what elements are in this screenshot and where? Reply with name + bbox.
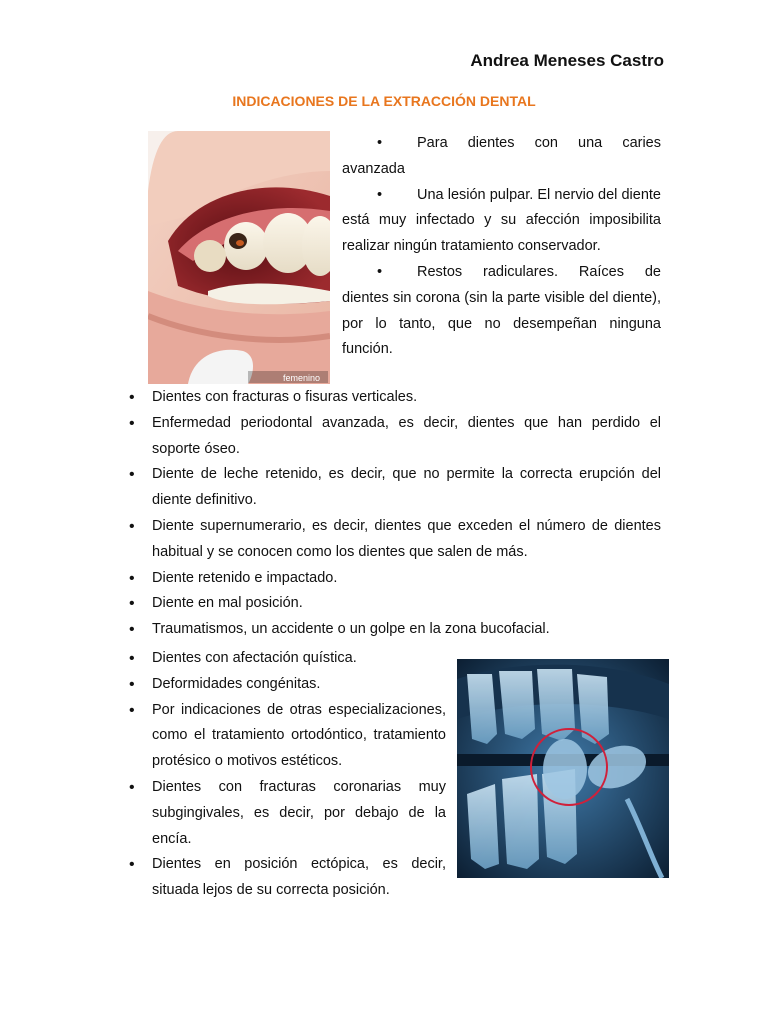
side-bullet-item: • Restos radiculares. Raíces de dientes sin corona (sin la parte visible del diente), por lo tanto, que no desempeñan ninguna función.	[342, 263, 661, 358]
list-item: • Diente retenido e impactado.	[126, 566, 661, 592]
side-bullet-item: • Para dientes con una caries avanzada	[342, 135, 661, 177]
bullet-list-wide	[126, 385, 661, 643]
dental-xray-image	[457, 659, 669, 878]
page-title: INDICACIONES DE LA EXTRACCIÓN DENTAL	[232, 93, 536, 109]
list-item: • Diente de leche retenido, es decir, que no permite la correcta erupción del diente definitivo.	[126, 462, 661, 514]
list-item: • Enfermedad periodontal avanzada, es decir, dientes que han perdido el soporte óseo.	[126, 411, 661, 463]
list-item: • Diente en mal posición.	[126, 591, 661, 617]
list-item: • Dientes con afectación quística.	[126, 646, 446, 672]
list-item: • Diente supernumerario, es decir, dientes que exceden el número de dientes habitual y se conocen como los dientes que salen de más.	[126, 514, 661, 566]
side-bullet-item: • Una lesión pulpar. El nervio del diente está muy infectado y su afección imposibilita realizar ningún tratamiento conservador.	[342, 186, 661, 255]
list-item: • Por indicaciones de otras especializaciones, como el tratamiento ortodóntico, tratamiento protésico o motivos estéticos.	[126, 698, 446, 775]
list-item: • Dientes con fracturas o fisuras verticales.	[126, 385, 661, 411]
photo-watermark: femenino	[283, 373, 321, 383]
author-name: Andrea Meneses Castro	[470, 51, 664, 70]
bullet-list-narrow	[126, 646, 446, 904]
list-item: • Traumatismos, un accidente o un golpe en la zona bucofacial.	[126, 617, 661, 643]
tooth-photo	[148, 131, 330, 384]
list-item: • Dientes en posición ectópica, es decir, situada lejos de su correcta posición.	[126, 852, 446, 904]
side-bullets	[342, 131, 661, 363]
list-item: • Deformidades congénitas.	[126, 672, 446, 698]
list-item: • Dientes con fracturas coronarias muy subgingivales, es decir, por debajo de la encía.	[126, 775, 446, 852]
